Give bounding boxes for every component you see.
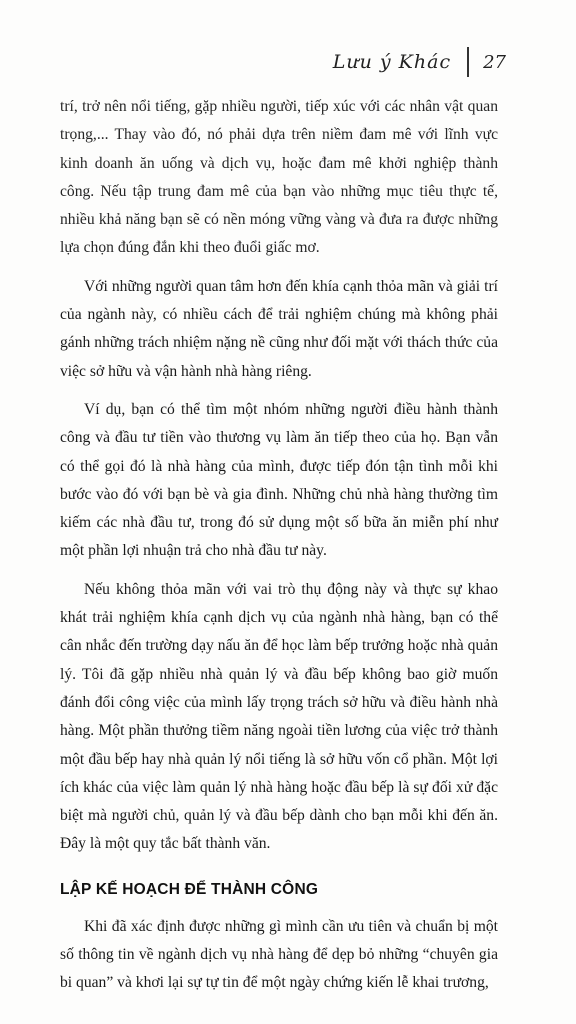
running-head: Lưu ý Khác bbox=[332, 51, 452, 73]
paragraph: Nếu không thỏa mãn với vai trò thụ động này và thực sự khao khát trải nghiệm khía cạnh dịch vụ của ngành nhà hàng, bạn có thể cân nhắc đến trường dạy nấu ăn để học làm bếp trưởng hoặc nhà quản lý. Tôi đã gặp nhiều nhà quản lý và đầu bếp không bao giờ muốn đánh đổi công việc của mình lấy trọng trách sở hữu và điều hành nhà hàng. Một phần thưởng tiềm năng ngoài tiền lương của việc trở thành một đầu bếp hay nhà quản lý nổi tiếng là sở hữu vốn cổ phần. Một lợi ích khác của việc làm quản lý nhà hàng hoặc đầu bếp là sự đối xử đặc biệt mà người chủ, quản lý và đầu bếp dành cho bạn mỗi khi đến ăn. Đây là một quy tắc bất thành văn. bbox=[60, 580, 498, 853]
paragraph-continued: trí, trở nên nổi tiếng, gặp nhiều người, tiếp xúc với các nhân vật quan trọng,... Thay vào đó, nó phải dựa trên niềm đam mê với lĩnh vực kinh doanh ăn uống và dịch vụ, hoặc đam mê khởi nghiệp thành công. Nếu tập trung đam mê của bạn vào những mục tiêu thực tế, nhiều khả năng bạn sẽ có nền móng vững vàng và đưa ra được những lựa chọn đúng đắn khi theo đuổi giấc mơ. bbox=[60, 98, 498, 257]
header-divider bbox=[467, 47, 469, 77]
paragraph: Khi đã xác định được những gì mình cần ưu tiên và chuẩn bị một số thông tin về ngành dịch vụ nhà hàng để dẹp bỏ những “chuyên gia bi quan” và khơi lại sự tự tin để một ngày chứng kiến lễ khai trương, bbox=[60, 917, 498, 992]
page-header bbox=[333, 44, 506, 80]
page-number: 27 bbox=[483, 51, 506, 73]
paragraph: Ví dụ, bạn có thể tìm một nhóm những người điều hành thành công và đầu tư tiền vào thương vụ làm ăn tiếp theo của họ. Bạn vẫn có thể gọi đó là nhà hàng của mình, được tiếp đón tận tình mỗi khi bước vào đó với bạn bè và gia đình. Những chủ nhà hàng thường tìm kiếm các nhà đầu tư, trong đó sử dụng một số bữa ăn miễn phí như một phần lợi nhuận trả cho nhà đầu tư này. bbox=[60, 400, 498, 560]
paragraph: Với những người quan tâm hơn đến khía cạnh thỏa mãn và giải trí của ngành này, có nhiều cách để trải nghiệm chúng mà không phải gánh những trách nhiệm nặng nề cũng như đối mặt với thách thức của việc sở hữu và vận hành nhà hàng riêng. bbox=[60, 277, 498, 380]
section-heading: LẬP KẾ HOẠCH ĐỂ THÀNH CÔNG bbox=[60, 880, 319, 898]
page-body bbox=[60, 93, 498, 1008]
